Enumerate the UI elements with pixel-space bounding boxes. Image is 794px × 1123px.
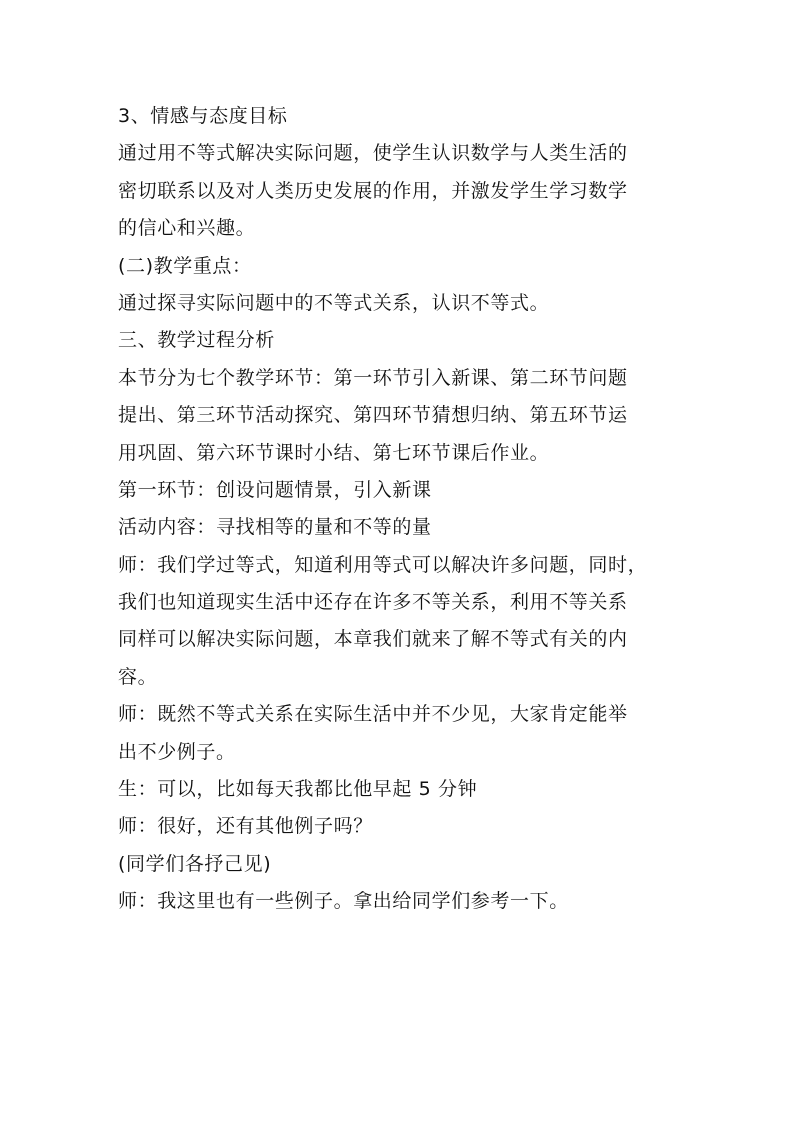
- dialogue-line: 容。: [118, 665, 158, 688]
- dialogue-line: 我们也知道现实生活中还存在许多不等关系，利用不等关系: [118, 591, 628, 614]
- heading-stage-one: 第一环节：创设问题情景，引入新课: [118, 478, 432, 501]
- dialogue-line: 出不少例子。: [118, 740, 236, 763]
- paragraph-line: 本节分为七个教学环节：第一环节引入新课、第二环节问题: [118, 366, 628, 389]
- paragraph-line: 通过用不等式解决实际问题，使学生认识数学与人类生活的: [118, 142, 628, 165]
- paragraph-line: 提出、第三环节活动探究、第四环节猜想归纳、第五环节运: [118, 404, 628, 427]
- dialogue-line: (同学们各抒己见): [118, 852, 272, 875]
- heading-teaching-focus: (二)教学重点：: [118, 254, 252, 277]
- activity-content-line: 活动内容：寻找相等的量和不等的量: [118, 516, 432, 539]
- dialogue-line: 师：既然不等式关系在实际生活中并不少见，大家肯定能举: [118, 703, 628, 726]
- paragraph-line: 密切联系以及对人类历史发展的作用，并激发学生学习数学: [118, 179, 628, 202]
- paragraph-line: 通过探寻实际问题中的不等式关系，认识不等式。: [118, 291, 550, 314]
- dialogue-line: 同样可以解决实际问题，本章我们就来了解不等式有关的内: [118, 628, 628, 651]
- heading-teaching-process: 三、教学过程分析: [118, 329, 275, 352]
- paragraph-line: 的信心和兴趣。: [118, 217, 256, 240]
- dialogue-line: 师：我这里也有一些例子。拿出给同学们参考一下。: [118, 890, 569, 913]
- heading-attitude-goals: 3、情感与态度目标: [118, 105, 288, 127]
- document-body: [118, 98, 678, 921]
- dialogue-line: 师：很好，还有其他例子吗？: [118, 815, 373, 838]
- dialogue-line: 师：我们学过等式，知道利用等式可以解决许多问题，同时，: [118, 553, 648, 576]
- dialogue-line: 生：可以，比如每天我都比他早起 5 分钟: [118, 778, 478, 801]
- paragraph-line: 用巩固、第六环节课时小结、第七环节课后作业。: [118, 441, 550, 464]
